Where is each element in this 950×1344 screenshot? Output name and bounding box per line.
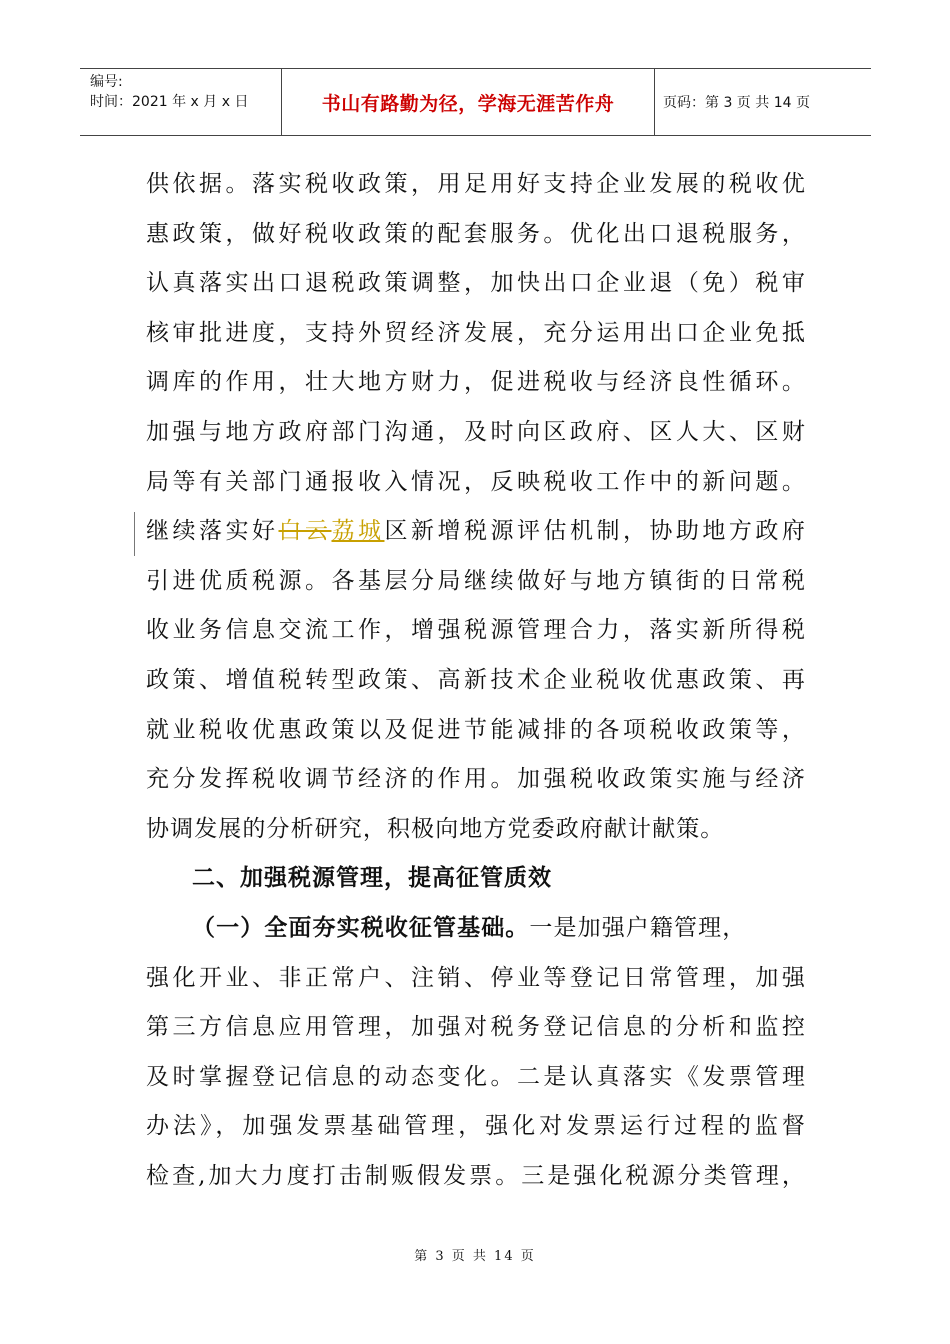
body-line: 认真落实出口退税政策调整，加快出口企业退（免）税审 — [146, 270, 806, 297]
body-line: 收业务信息交流工作，增强税源管理合力，落实新所得税 — [146, 617, 806, 644]
revision-before: 继续落实好 — [146, 518, 279, 545]
header-time-label: 时间：2021 年 x 月 x 日 — [90, 94, 249, 110]
body-line: 强化开业、非正常户、注销、停业等登记日常管理，加强 — [146, 964, 806, 991]
subsection-rest: 一是加强户籍管理， — [529, 914, 747, 941]
body-line: 协调发展的分析研究，积极向地方党委政府献计献策。 — [146, 815, 725, 842]
header-number-label: 编号: — [90, 74, 123, 90]
page-footer: 第 3 页 共 14 页 — [414, 1249, 536, 1264]
body-line: 供依据。落实税收政策，用足用好支持企业发展的税收优 — [146, 171, 806, 197]
revision-change-bar — [134, 512, 135, 556]
body-line: 核审批进度，支持外贸经济发展，充分运用出口企业免抵 — [146, 319, 806, 346]
body-line: 惠政策，做好税收政策的配套服务。优化出口退税服务， — [146, 220, 806, 247]
body-line: 加强与地方政府部门沟通，及时向区政府、区人大、区财 — [146, 418, 806, 445]
body-line: 政策、增值税转型政策、高新技术企业税收优惠政策、再 — [146, 666, 806, 693]
header-meta — [80, 69, 282, 135]
body-line: 及时掌握登记信息的动态变化。二是认真落实《发票管理 — [146, 1063, 806, 1090]
body-line: 充分发挥税收调节经济的作用。加强税收政策实施与经济 — [146, 766, 806, 793]
revision-after: 区新增税源评估机制，协助地方政府 — [384, 518, 806, 545]
body-line: 局等有关部门通报收入情况，反映税收工作中的新问题。 — [146, 468, 806, 495]
subsection-title: （一）全面夯实税收征管基础。 — [192, 914, 530, 941]
revision-deleted-text[interactable]: 白云 — [278, 518, 332, 545]
body-line: 就业税收优惠政策以及促进节能减排的各项税收政策等， — [146, 716, 806, 743]
body-line: 调库的作用，壮大地方财力，促进税收与经济良性循环。 — [146, 369, 806, 396]
section-heading: 二、加强税源管理，提高征管质效 — [192, 865, 552, 892]
subsection-line — [146, 904, 806, 954]
header-motto: 书山有路勤为径，学海无涯苦作舟 — [282, 69, 655, 135]
document-header — [80, 68, 871, 136]
body-line: 第三方信息应用管理，加强对税务登记信息的分析和监控 — [146, 1014, 806, 1041]
revision-inserted-text[interactable]: 荔城 — [331, 518, 385, 545]
body-line: 引进优质税源。各基层分局继续做好与地方镇街的日常税 — [146, 567, 806, 594]
body-line: 检查,加大力度打击制贩假发票。三是强化税源分类管理， — [146, 1162, 806, 1189]
revision-line — [146, 507, 806, 557]
body-line: 办法》，加强发票基础管理，强化对发票运行过程的监督 — [146, 1113, 806, 1140]
header-page-label: 页码：第 3 页 共 14 页 — [663, 95, 810, 111]
document-body — [146, 160, 806, 1201]
